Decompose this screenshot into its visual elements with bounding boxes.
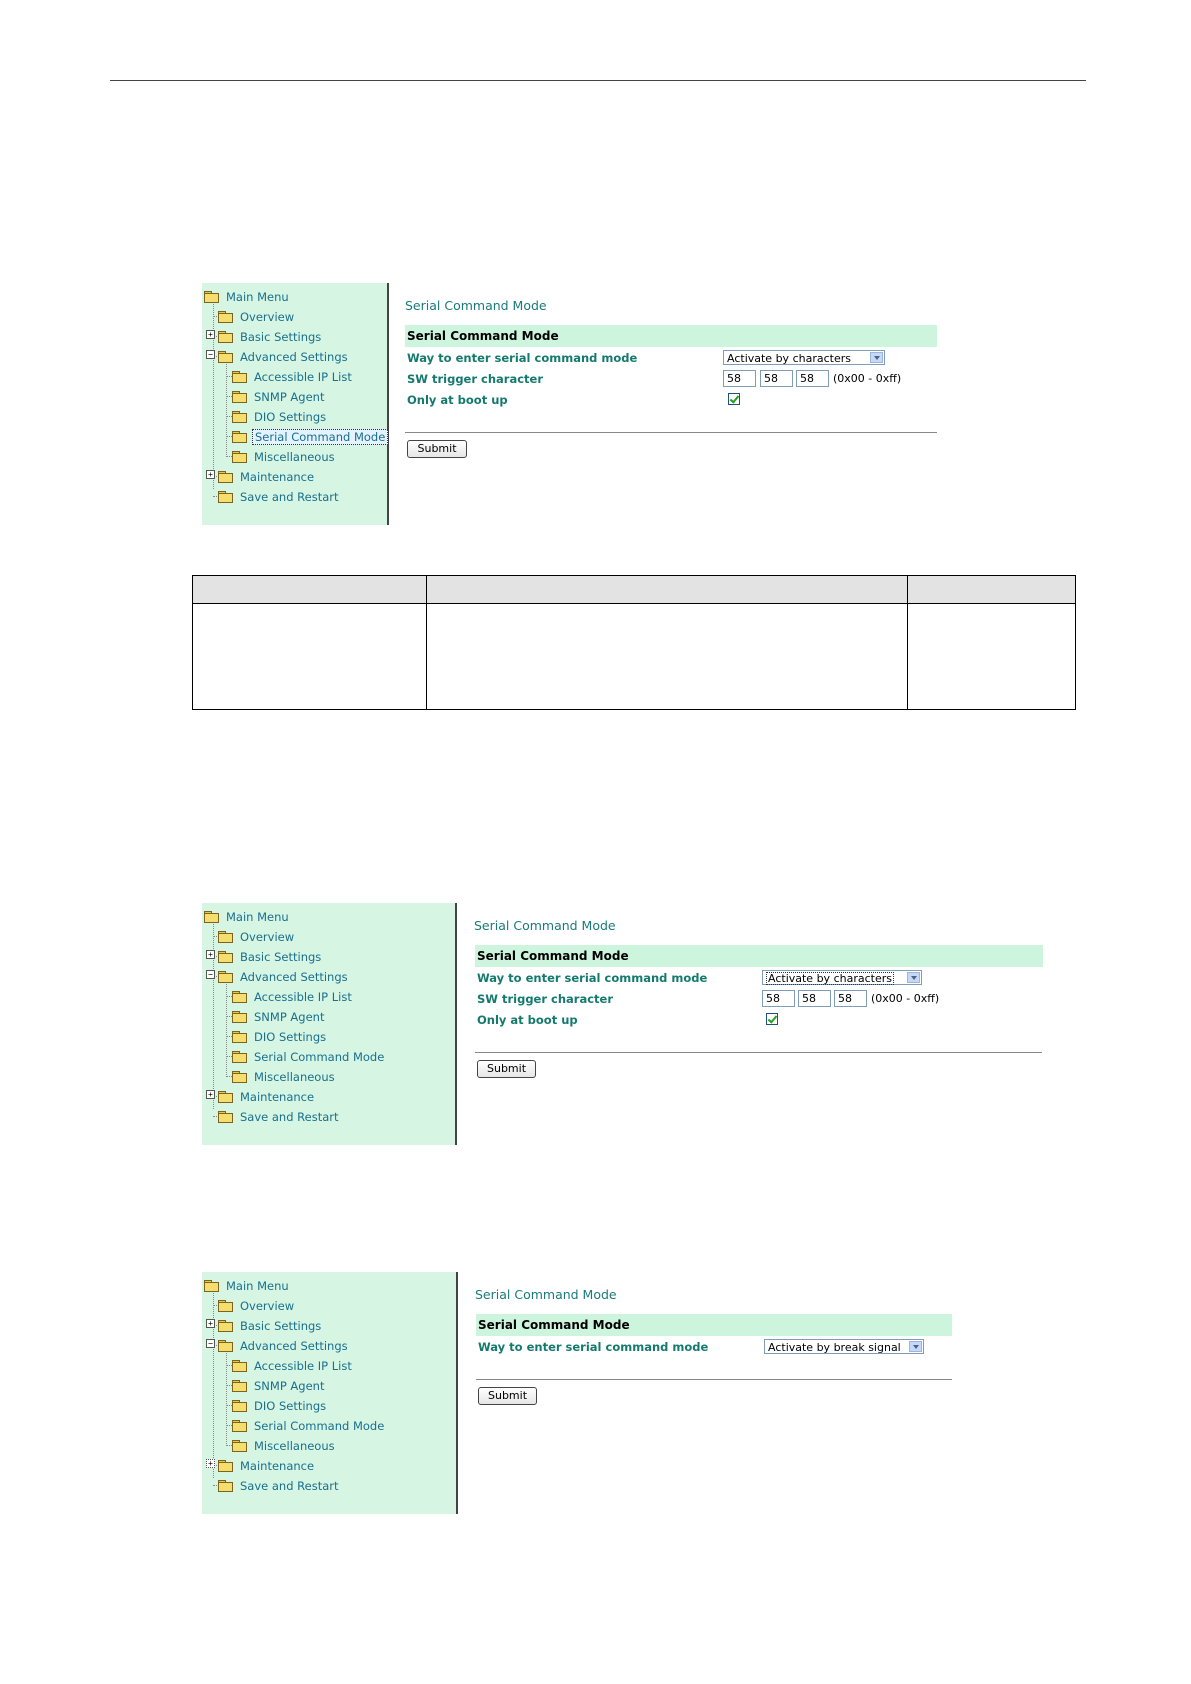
folder-icon <box>218 491 233 502</box>
folder-open-icon <box>218 351 233 362</box>
folder-icon <box>232 991 247 1002</box>
menu-maintenance[interactable]: Maintenance <box>218 467 316 485</box>
folder-icon <box>232 1380 247 1391</box>
menu-snmp-agent[interactable]: SNMP Agent <box>232 387 326 405</box>
menu-serial-command-mode[interactable]: Serial Command Mode <box>232 427 388 445</box>
boot-label: Only at boot up <box>407 393 508 407</box>
folder-open-icon <box>204 1280 219 1291</box>
menu-overview[interactable]: Overview <box>218 307 296 325</box>
folder-icon <box>218 471 233 482</box>
menu-maintenance[interactable]: Maintenance <box>218 1087 316 1105</box>
collapse-advanced-icon[interactable]: − <box>206 970 215 979</box>
folder-icon <box>232 1071 247 1082</box>
folder-icon <box>218 1320 233 1331</box>
expand-maintenance-icon[interactable]: + <box>206 1459 215 1468</box>
menu-serial-command-mode[interactable]: Serial Command Mode <box>232 1047 386 1065</box>
menu-miscellaneous[interactable]: Miscellaneous <box>232 1067 337 1085</box>
menu-advanced-settings[interactable]: Advanced Settings <box>218 347 350 365</box>
sidebar-menu <box>202 903 457 1145</box>
menu-snmp-agent[interactable]: SNMP Agent <box>232 1007 326 1025</box>
boot-label: Only at boot up <box>477 1013 578 1027</box>
folder-icon <box>232 1011 247 1022</box>
submit-button[interactable]: Submit <box>478 1387 537 1405</box>
folder-icon <box>232 1051 247 1062</box>
table-column-divider <box>907 576 908 709</box>
table-header-row <box>193 576 1075 604</box>
section-header: Serial Command Mode <box>475 945 1043 967</box>
screenshot-2 <box>202 903 1042 1145</box>
menu-save-and-restart[interactable]: Save and Restart <box>218 1107 341 1125</box>
way-label: Way to enter serial command mode <box>478 1340 709 1354</box>
folder-open-icon <box>204 291 219 302</box>
screenshot-3 <box>202 1272 952 1514</box>
way-label: Way to enter serial command mode <box>407 351 638 365</box>
expand-maintenance-icon[interactable]: + <box>206 470 215 479</box>
divider <box>475 1052 1042 1053</box>
menu-dio-settings[interactable]: DIO Settings <box>232 407 328 425</box>
folder-open-icon <box>218 971 233 982</box>
expand-basic-icon[interactable]: + <box>206 330 215 339</box>
folder-icon <box>232 451 247 462</box>
menu-advanced-settings[interactable]: Advanced Settings <box>218 1336 350 1354</box>
folder-icon <box>218 951 233 962</box>
submit-button[interactable]: Submit <box>477 1060 536 1078</box>
folder-icon <box>218 1091 233 1102</box>
menu-save-and-restart[interactable]: Save and Restart <box>218 1476 341 1494</box>
way-label: Way to enter serial command mode <box>477 971 708 985</box>
menu-maintenance[interactable]: Maintenance <box>218 1456 316 1474</box>
sw-trigger-label: SW trigger character <box>477 992 614 1006</box>
folder-icon <box>218 1300 233 1311</box>
menu-advanced-settings[interactable]: Advanced Settings <box>218 967 350 985</box>
folder-icon <box>232 1420 247 1431</box>
folder-icon <box>232 1440 247 1451</box>
folder-icon <box>232 371 247 382</box>
folder-icon <box>218 331 233 342</box>
sw-trigger-label: SW trigger character <box>407 372 544 386</box>
menu-overview[interactable]: Overview <box>218 927 296 945</box>
sidebar-menu <box>202 1272 458 1514</box>
sw-trigger-input-1[interactable]: 58 <box>762 990 795 1007</box>
menu-basic-settings[interactable]: Basic Settings <box>218 1316 323 1334</box>
folder-icon <box>218 931 233 942</box>
folder-icon <box>232 1360 247 1371</box>
divider <box>476 1379 952 1380</box>
collapse-advanced-icon[interactable]: − <box>206 350 215 359</box>
chevron-down-icon <box>909 1341 922 1352</box>
table-column-divider <box>426 576 427 709</box>
chevron-down-icon <box>870 352 883 363</box>
folder-icon <box>218 311 233 322</box>
menu-snmp-agent[interactable]: SNMP Agent <box>232 1376 326 1394</box>
expand-basic-icon[interactable]: + <box>206 1319 215 1328</box>
sw-trigger-input-2[interactable]: 58 <box>798 990 831 1007</box>
section-header: Serial Command Mode <box>405 325 937 347</box>
folder-icon <box>218 1460 233 1471</box>
menu-main[interactable]: Main Menu <box>204 907 291 925</box>
doc-table <box>192 575 1076 710</box>
folder-icon <box>232 1031 247 1042</box>
folder-icon <box>232 1400 247 1411</box>
way-select[interactable]: Activate by characters <box>762 970 922 985</box>
folder-open-icon <box>204 911 219 922</box>
way-select[interactable]: Activate by characters <box>723 350 885 365</box>
sw-trigger-input-3[interactable]: 58 <box>796 370 829 387</box>
submit-button[interactable]: Submit <box>407 440 467 458</box>
boot-checkbox[interactable] <box>728 393 740 405</box>
boot-checkbox[interactable] <box>766 1013 778 1025</box>
menu-accessible-ip-list[interactable]: Accessible IP List <box>232 1356 354 1374</box>
menu-basic-settings[interactable]: Basic Settings <box>218 327 323 345</box>
divider <box>405 432 937 433</box>
menu-serial-command-mode[interactable]: Serial Command Mode <box>232 1416 386 1434</box>
sw-range-hint: (0x00 - 0xff) <box>871 992 940 1005</box>
menu-dio-settings[interactable]: DIO Settings <box>232 1027 328 1045</box>
main-panel <box>474 903 1042 1145</box>
sidebar-menu <box>202 283 389 525</box>
page-title: Serial Command Mode <box>405 298 547 313</box>
chevron-down-icon <box>907 972 920 983</box>
collapse-advanced-icon[interactable]: − <box>206 1339 215 1348</box>
sw-trigger-input-2[interactable]: 58 <box>760 370 793 387</box>
menu-basic-settings[interactable]: Basic Settings <box>218 947 323 965</box>
folder-icon <box>232 391 247 402</box>
page-header-rule <box>110 80 1086 81</box>
sw-trigger-input-1[interactable]: 58 <box>723 370 756 387</box>
menu-dio-settings[interactable]: DIO Settings <box>232 1396 328 1414</box>
menu-accessible-ip-list[interactable]: Accessible IP List <box>232 987 354 1005</box>
screenshot-1 <box>202 283 937 525</box>
way-select[interactable]: Activate by break signal <box>764 1339 924 1354</box>
section-header: Serial Command Mode <box>476 1314 952 1336</box>
menu-main[interactable]: Main Menu <box>204 287 291 305</box>
folder-icon <box>232 411 247 422</box>
menu-miscellaneous[interactable]: Miscellaneous <box>232 447 337 465</box>
sw-range-hint: (0x00 - 0xff) <box>833 372 902 385</box>
menu-miscellaneous[interactable]: Miscellaneous <box>232 1436 337 1454</box>
menu-accessible-ip-list[interactable]: Accessible IP List <box>232 367 354 385</box>
main-panel <box>475 1272 952 1514</box>
menu-main[interactable]: Main Menu <box>204 1276 291 1294</box>
menu-overview[interactable]: Overview <box>218 1296 296 1314</box>
expand-maintenance-icon[interactable]: + <box>206 1090 215 1099</box>
folder-icon <box>218 1111 233 1122</box>
main-panel <box>405 283 937 525</box>
folder-icon <box>218 1480 233 1491</box>
expand-basic-icon[interactable]: + <box>206 950 215 959</box>
page-title: Serial Command Mode <box>475 1287 617 1302</box>
menu-save-and-restart[interactable]: Save and Restart <box>218 487 341 505</box>
page-title: Serial Command Mode <box>474 918 616 933</box>
folder-open-icon <box>218 1340 233 1351</box>
sw-trigger-input-3[interactable]: 58 <box>834 990 867 1007</box>
folder-icon <box>232 431 247 442</box>
